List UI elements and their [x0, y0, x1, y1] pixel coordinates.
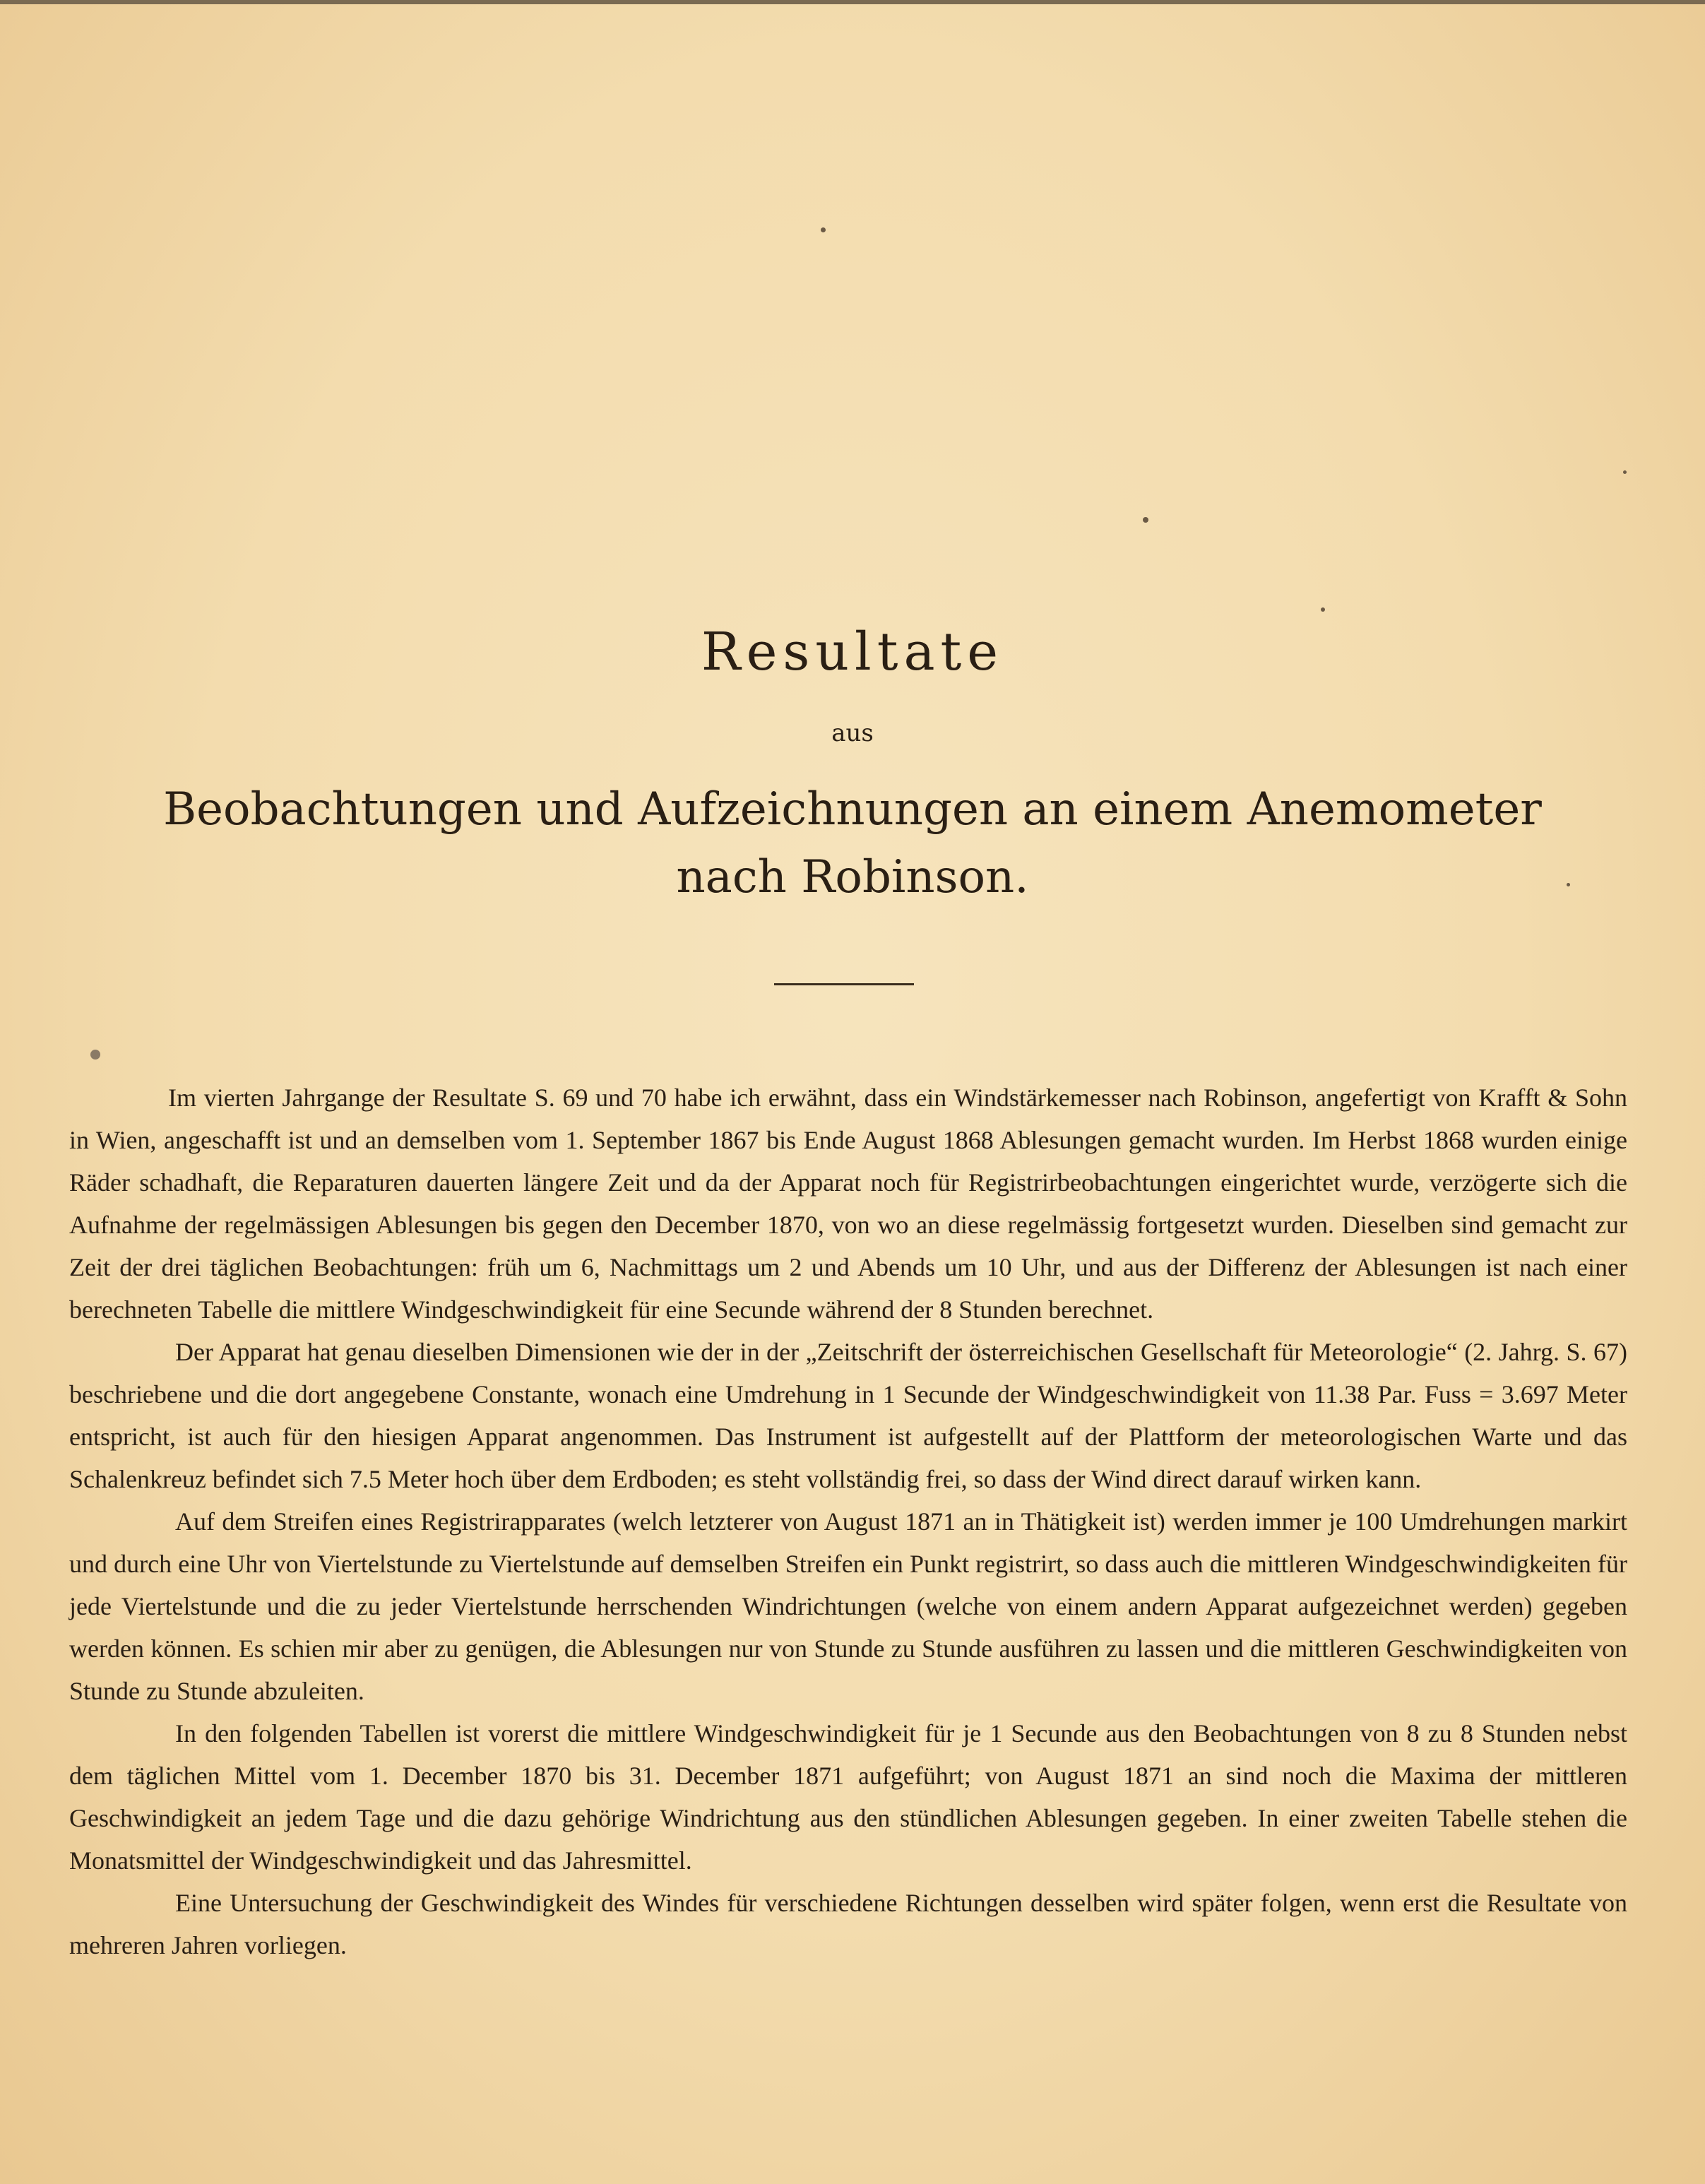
paragraph-4: In den folgenden Tabellen ist vorerst die mittlere Windgeschwindigkeit für je 1 Secunde aus den Beobachtungen von 8 zu 8 Stunden nebst dem täglichen Mittel vom 1. December 1870 bis 31. December 1871 aufgeführt; von August 1871 an sind noch die Maxima der mittleren Geschwindigkeit an jedem Tage und die dazu gehörige Windrichtung aus den stündlichen Ablesungen gegeben. In einer zweiten Tabelle stehen die Monatsmittel der Windgeschwindigkeit und das Jahresmittel.	[69, 1719, 1627, 1875]
paper-speck	[1321, 607, 1325, 612]
paper-speck	[1143, 517, 1148, 523]
paper-speck	[821, 227, 826, 232]
title-connector: aus	[831, 719, 874, 747]
subtitle-line-2: nach Robinson.	[676, 851, 1029, 903]
page-subtitle	[0, 776, 1705, 911]
title-divider	[774, 983, 914, 985]
paper-speck	[1623, 470, 1627, 474]
paper-speck	[90, 1050, 100, 1060]
paragraph-5: Eine Untersuchung der Geschwindigkeit des Windes für verschiedene Richtungen desselben wird später folgen, wenn erst die Resultate von mehreren Jahren vorliegen.	[69, 1889, 1627, 1959]
body-text	[69, 1076, 1627, 1966]
page-title: Resultate	[701, 622, 1004, 682]
subtitle-line-1: Beobachtungen und Aufzeichnungen an einem Anemometer	[163, 783, 1542, 836]
paragraph-3: Auf dem Streifen eines Registrirapparates (welch letzterer von August 1871 an in Thätigkeit ist) werden immer je 100 Umdrehungen markirt und durch eine Uhr von Viertelstunde zu Viertelstunde auf demselben Streifen ein Punkt registrirt, so dass auch die mittleren Windgeschwindigkeiten für jede Viertelstunde und die zu jeder Viertelstunde herrschenden Windrichtungen (welche von einem andern Apparat aufgezeichnet werden) gegeben werden können. Es schien mir aber zu genügen, die Ablesungen nur von Stunde zu Stunde ausführen zu lassen und die mittleren Geschwindigkeiten von Stunde zu Stunde abzuleiten.	[69, 1507, 1627, 1705]
paragraph-1: Im vierten Jahrgange der Resultate S. 69 und 70 habe ich erwähnt, dass ein Windstärkemesser nach Robinson, angefertigt von Krafft & Sohn in Wien, angeschafft ist und an demselben vom 1. September 1867 bis Ende August 1868 Ablesungen gemacht wurden. Im Herbst 1868 wurden einige Räder schadhaft, die Reparaturen dauerten längere Zeit und da der Apparat noch für Registrirbeobachtungen eingerichtet wurde, verzögerte sich die Aufnahme der regelmässigen Ablesungen bis gegen den December 1870, von wo an diese regelmässig fortgesetzt wurden. Dieselben sind gemacht zur Zeit der drei täglichen Beobachtungen: früh um 6, Nachmittags um 2 und Abends um 10 Uhr, und aus der Differenz der Ablesungen ist nach einer berechneten Tabelle die mittlere Windgeschwindigkeit für eine Secunde während der 8 Stunden berechnet.	[69, 1084, 1627, 1324]
page-top-edge	[0, 0, 1705, 4]
paragraph-2: Der Apparat hat genau dieselben Dimensionen wie der in der „Zeitschrift der österreichischen Gesellschaft für Meteorologie“ (2. Jahrg. S. 67) beschriebene und die dort angegebene Constante, wonach eine Umdrehung in 1 Secunde der Windgeschwindigkeit von 11.38 Par. Fuss = 3.697 Meter entspricht, ist auch für den hiesigen Apparat angenommen. Das Instrument ist aufgestellt auf der Plattform der meteorologischen Warte und das Schalenkreuz befindet sich 7.5 Meter hoch über dem Erdboden; es steht vollständig frei, so dass der Wind direct darauf wirken kann.	[69, 1338, 1627, 1493]
